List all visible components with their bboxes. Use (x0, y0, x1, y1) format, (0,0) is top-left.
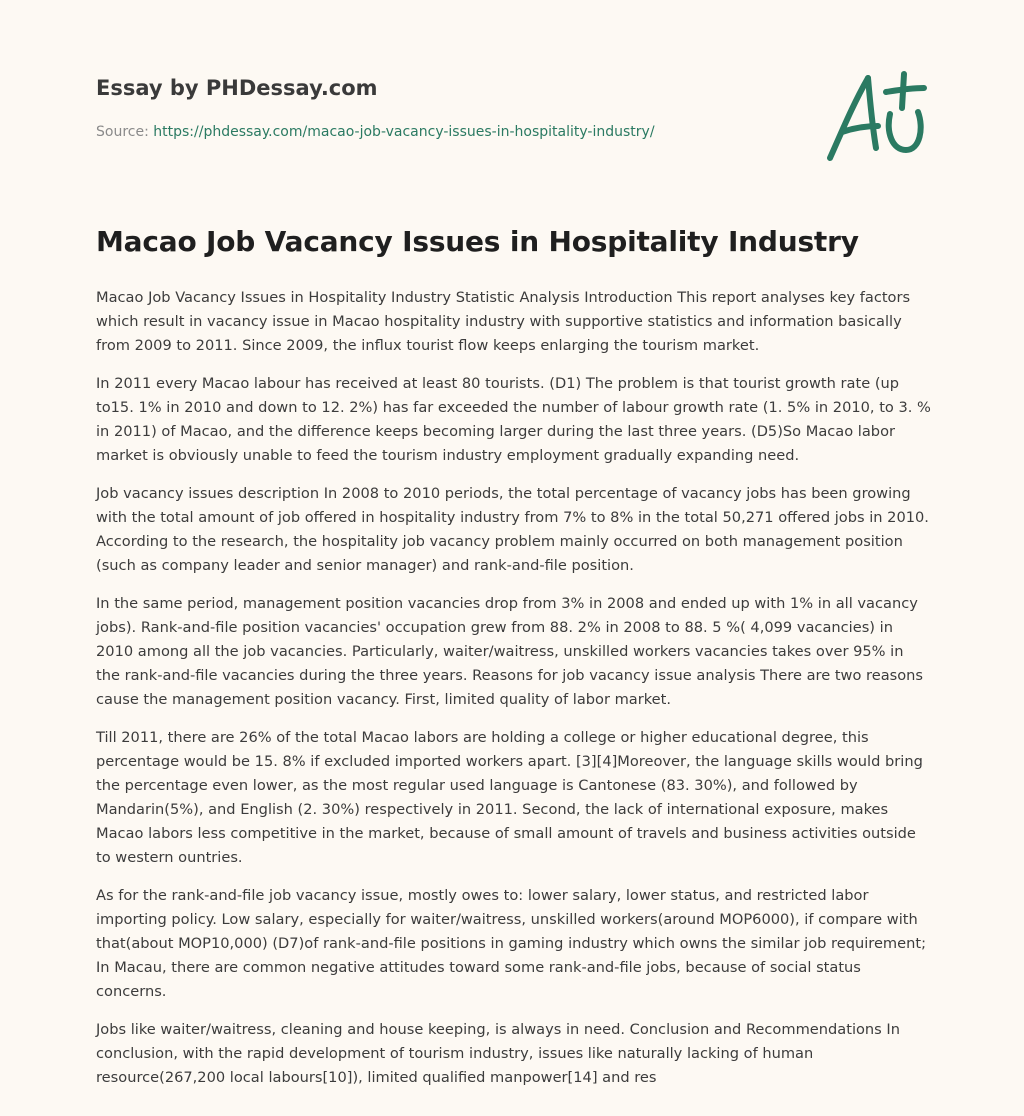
paragraph: In 2011 every Macao labour has received at least 80 tourists. (D1) The problem is that tourist growth rate (up to15. 1% in 2010 and down to 12. 2%) has far exceeded the number of labour growth rate (1. 5% in 2010, to 3. % in 2011) of Macao, and the difference keeps becoming larger during the last three years. (D5)So Macao labor market is obviously unable to feed the tourism industry employment gradually expanding need. (96, 375, 931, 464)
paragraph: Job vacancy issues description In 2008 to 2010 periods, the total percentage of vacancy jobs has been growing with the total amount of job offered in hospitality industry from 7% to 8% in the total 50,271 offered jobs in 2010. According to the research, the hospitality job vacancy problem mainly occurred on both management position (such as company leader and senior manager) and rank-and-file position. (96, 485, 929, 574)
essay-title: Macao Job Vacancy Issues in Hospitality Industry (96, 225, 859, 258)
essay-body (96, 286, 932, 1104)
source-label: Source: (96, 124, 149, 140)
source-line (96, 124, 655, 140)
paragraph: Jobs like waiter/waitress, cleaning and house keeping, is always in need. Conclusion and Recommendations In conclusion, with the rapid development of tourism industry, issues like naturally lacking of human resource(267,200 local labours[10]), limited qualified manpower[14] and res (96, 1021, 900, 1086)
a-plus-logo-icon (820, 66, 930, 166)
site-title: Essay by PHDessay.com (96, 76, 378, 100)
paragraph: In the same period, management position vacancies drop from 3% in 2008 and ended up with 1% in all vacancy jobs). Rank-and-file position vacancies' occupation grew from 88. 2% in 2008 to 88. 5 %( 4,099 vacancies) in 2010 among all the job vacancies. Particularly, waiter/waitress, unskilled workers vacancies takes over 95% in the rank-and-file vacancies during the three years. Reasons for job vacancy issue analysis There are two reasons cause the management position vacancy. First, limited quality of labor market. (96, 595, 924, 708)
paragraph: As for the rank-and-file job vacancy issue, mostly owes to: lower salary, lower status, and restricted labor importing policy. Low salary, especially for waiter/waitress, unskilled workers(around MOP6000), if compare with that(about MOP10,000) (D7)of rank-and-file positions in gaming industry which owns the similar job requirement; In Macau, there are common negative attitudes toward some rank-and-file jobs, because of social status concerns. (96, 887, 927, 1000)
source-link[interactable]: https://phdessay.com/macao-job-vacancy-issues-in-hospitality-industry/ (153, 124, 655, 140)
paragraph: Macao Job Vacancy Issues in Hospitality Industry Statistic Analysis Introduction This report analyses key factors which result in vacancy issue in Macao hospitality industry with supportive statistics and information basically from 2009 to 2011. Since 2009, the influx tourist flow keeps enlarging the tourism market. (96, 289, 911, 354)
paragraph: Till 2011, there are 26% of the total Macao labors are holding a college or higher educational degree, this percentage would be 15. 8% if excluded imported workers apart. [3][4]Moreover, the language skills would bring the percentage even lower, as the most regular used language is Cantonese (83. 30%), and followed by Mandarin(5%), and English (2. 30%) respectively in 2011. Second, the lack of international exposure, makes Macao labors less competitive in the market, because of small amount of travels and business activities outside to western ountries. (96, 729, 923, 866)
